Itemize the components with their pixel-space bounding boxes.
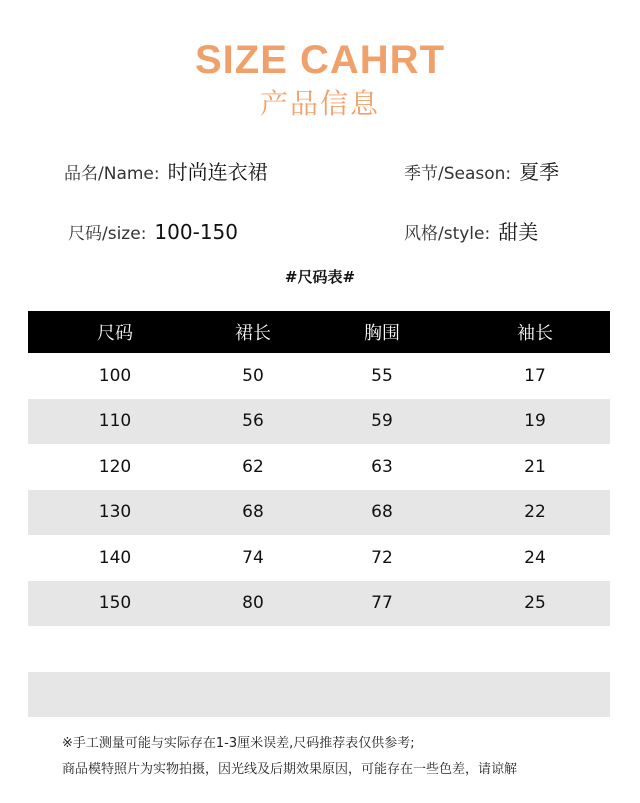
cell-bust: 59 <box>371 411 393 432</box>
header-size: 尺码 <box>97 323 133 344</box>
table-caption: #尺码表# <box>284 268 356 286</box>
product-name-label: 品名/Name: <box>64 164 160 184</box>
table-row <box>28 490 610 536</box>
table-row <box>28 399 610 445</box>
cell-dress-length: 74 <box>242 547 264 568</box>
cell-sleeve-length: 22 <box>524 502 546 523</box>
header-dress-length: 裙长 <box>235 323 271 344</box>
style-value: 甜美 <box>498 220 539 244</box>
cell-dress-length: 68 <box>242 502 264 523</box>
table-row <box>28 535 610 581</box>
cell-sleeve-length: 24 <box>524 547 546 568</box>
cell-dress-length: 50 <box>242 365 264 386</box>
disclaimer-line-1: ※手工测量可能与实际存在1-3厘米误差,尺码推荐表仅供参考; <box>62 736 415 751</box>
title-english: SIZE CAHRT <box>195 38 445 82</box>
cell-sleeve-length: 17 <box>524 365 546 386</box>
season-value: 夏季 <box>519 160 560 184</box>
cell-dress-length: 62 <box>242 456 264 477</box>
season-label: 季节/Season: <box>404 164 512 184</box>
info-product-name <box>64 160 268 186</box>
cell-bust: 72 <box>371 547 393 568</box>
cell-size: 100 <box>98 365 132 386</box>
cell-size: 130 <box>98 502 132 523</box>
cell-size: 150 <box>98 593 132 614</box>
size-value: 100-150 <box>154 220 238 244</box>
table-row-empty <box>28 672 610 718</box>
table-row-empty <box>28 626 610 672</box>
cell-size: 120 <box>98 456 132 477</box>
header-bust: 胸围 <box>364 323 400 344</box>
info-size <box>68 220 238 246</box>
cell-bust: 68 <box>371 502 393 523</box>
header-sleeve-length: 袖长 <box>517 323 553 344</box>
cell-sleeve-length: 25 <box>524 593 546 614</box>
cell-dress-length: 56 <box>242 411 264 432</box>
cell-bust: 77 <box>371 593 393 614</box>
cell-bust: 55 <box>371 365 393 386</box>
title-chinese: 产品信息 <box>259 87 380 120</box>
info-season <box>404 160 559 186</box>
table-row <box>28 353 610 399</box>
table-row <box>28 444 610 490</box>
table-row <box>28 581 610 627</box>
style-label: 风格/style: <box>404 224 491 244</box>
info-style <box>404 220 538 246</box>
cell-size: 110 <box>98 411 132 432</box>
size-label: 尺码/size: <box>68 224 147 244</box>
product-name-value: 时尚连衣裙 <box>167 160 268 184</box>
table-header-row <box>28 311 610 353</box>
cell-size: 140 <box>98 547 132 568</box>
size-table <box>28 311 610 717</box>
cell-sleeve-length: 21 <box>524 456 546 477</box>
cell-dress-length: 80 <box>242 593 264 614</box>
disclaimer-line-2: 商品模特照片为实物拍摄，因光线及后期效果原因，可能存在一些色差，请谅解 <box>62 762 518 777</box>
cell-bust: 63 <box>371 456 393 477</box>
cell-sleeve-length: 19 <box>524 411 546 432</box>
